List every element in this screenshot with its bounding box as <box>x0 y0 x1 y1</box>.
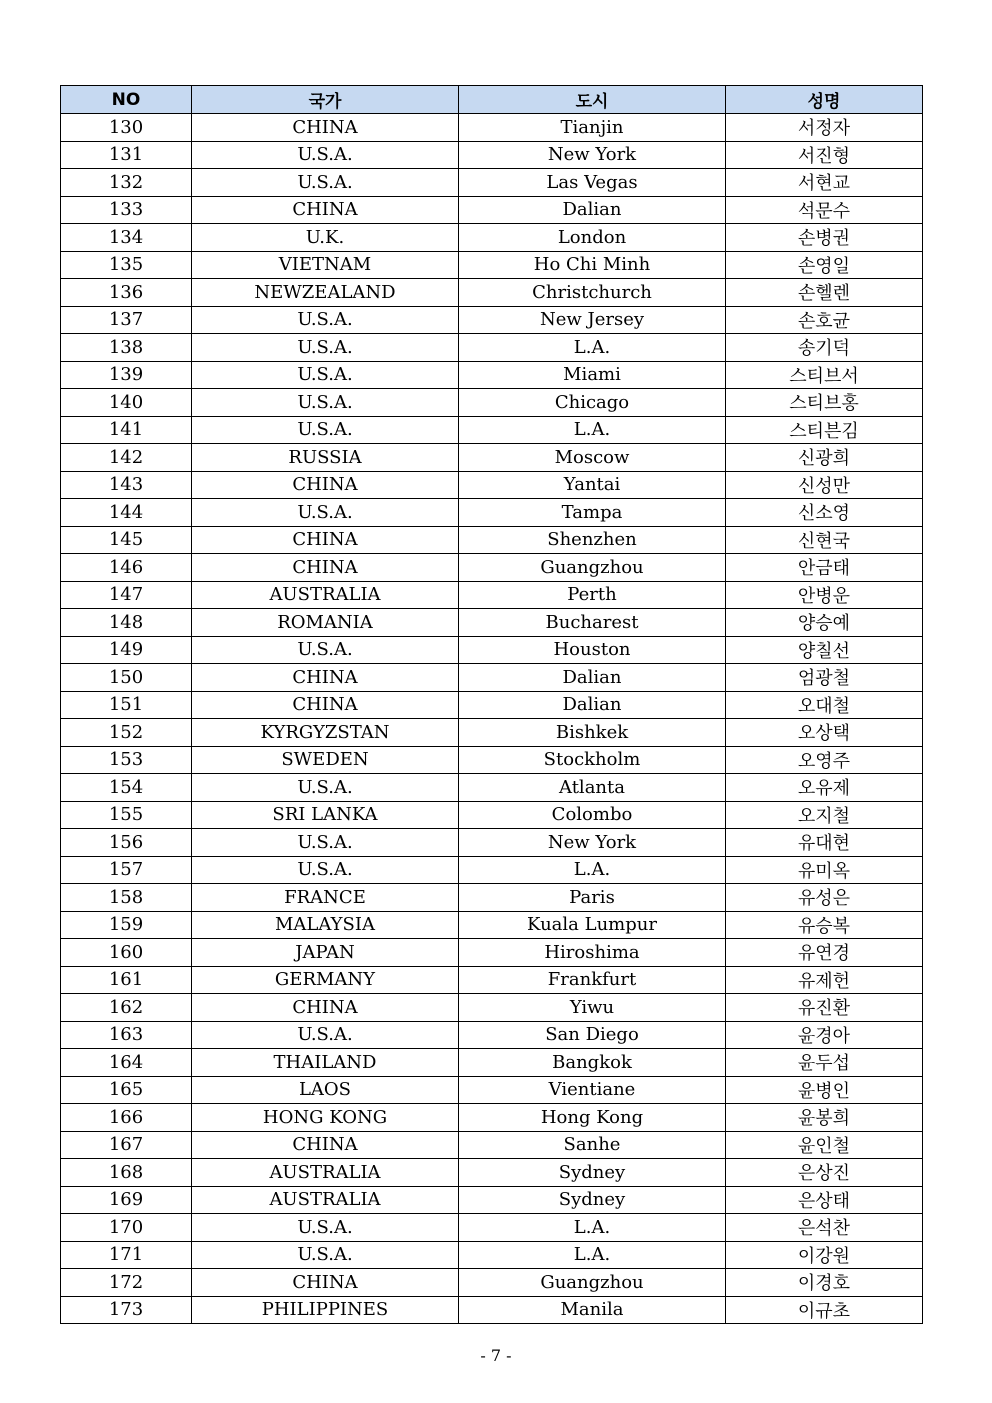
cell-city: Vientiane <box>459 1076 726 1104</box>
cell-name: 스티브서 <box>726 361 923 389</box>
table-row <box>61 306 923 334</box>
table-row <box>61 966 923 994</box>
cell-no: 147 <box>61 581 192 609</box>
cell-country: U.S.A. <box>192 169 459 197</box>
cell-city: L.A. <box>459 856 726 884</box>
cell-no: 157 <box>61 856 192 884</box>
cell-country: U.S.A. <box>192 636 459 664</box>
cell-no: 153 <box>61 746 192 774</box>
table-row <box>61 691 923 719</box>
cell-city: L.A. <box>459 1214 726 1242</box>
table-row <box>61 1269 923 1297</box>
cell-no: 163 <box>61 1021 192 1049</box>
cell-name: 은상진 <box>726 1159 923 1187</box>
cell-name: 스티븐김 <box>726 416 923 444</box>
cell-country: SRI LANKA <box>192 801 459 829</box>
cell-name: 오지철 <box>726 801 923 829</box>
cell-country: U.S.A. <box>192 334 459 362</box>
cell-name: 신소영 <box>726 499 923 527</box>
cell-no: 131 <box>61 141 192 169</box>
table-row <box>61 1104 923 1132</box>
cell-name: 석문수 <box>726 196 923 224</box>
cell-no: 135 <box>61 251 192 279</box>
table-row <box>61 416 923 444</box>
cell-name: 손병권 <box>726 224 923 252</box>
cell-name: 윤두섭 <box>726 1049 923 1077</box>
cell-city: Las Vegas <box>459 169 726 197</box>
cell-name: 서정자 <box>726 114 923 142</box>
cell-country: U.S.A. <box>192 306 459 334</box>
cell-city: Houston <box>459 636 726 664</box>
table-row <box>61 1021 923 1049</box>
cell-no: 168 <box>61 1159 192 1187</box>
cell-city: Bucharest <box>459 609 726 637</box>
header-name: 성명 <box>726 86 923 114</box>
cell-name: 송기덕 <box>726 334 923 362</box>
table-row <box>61 746 923 774</box>
cell-country: U.S.A. <box>192 416 459 444</box>
table-row <box>61 994 923 1022</box>
cell-city: New York <box>459 829 726 857</box>
cell-country: U.S.A. <box>192 774 459 802</box>
cell-name: 유미옥 <box>726 856 923 884</box>
cell-city: Bangkok <box>459 1049 726 1077</box>
cell-name: 유승복 <box>726 911 923 939</box>
cell-no: 140 <box>61 389 192 417</box>
cell-country: AUSTRALIA <box>192 1186 459 1214</box>
table-row <box>61 554 923 582</box>
cell-name: 양승예 <box>726 609 923 637</box>
cell-name: 손호균 <box>726 306 923 334</box>
cell-name: 양칠선 <box>726 636 923 664</box>
cell-city: London <box>459 224 726 252</box>
cell-no: 159 <box>61 911 192 939</box>
cell-name: 유연경 <box>726 939 923 967</box>
cell-no: 143 <box>61 471 192 499</box>
cell-no: 162 <box>61 994 192 1022</box>
cell-city: Moscow <box>459 444 726 472</box>
table-row <box>61 471 923 499</box>
cell-country: CHINA <box>192 554 459 582</box>
cell-country: PHILIPPINES <box>192 1296 459 1324</box>
cell-no: 145 <box>61 526 192 554</box>
table-row <box>61 361 923 389</box>
cell-name: 서현교 <box>726 169 923 197</box>
cell-country: U.S.A. <box>192 141 459 169</box>
cell-name: 신현국 <box>726 526 923 554</box>
cell-country: CHINA <box>192 664 459 692</box>
table-row <box>61 1049 923 1077</box>
cell-no: 136 <box>61 279 192 307</box>
cell-no: 170 <box>61 1214 192 1242</box>
cell-country: AUSTRALIA <box>192 581 459 609</box>
cell-country: CHINA <box>192 1131 459 1159</box>
table-row <box>61 279 923 307</box>
cell-country: CHINA <box>192 1269 459 1297</box>
cell-name: 오유제 <box>726 774 923 802</box>
table-row <box>61 251 923 279</box>
cell-city: Dalian <box>459 196 726 224</box>
table-row <box>61 829 923 857</box>
table-row <box>61 1131 923 1159</box>
cell-name: 엄광철 <box>726 664 923 692</box>
cell-name: 윤인철 <box>726 1131 923 1159</box>
cell-name: 이강원 <box>726 1241 923 1269</box>
cell-no: 152 <box>61 719 192 747</box>
cell-country: CHINA <box>192 196 459 224</box>
cell-country: CHINA <box>192 526 459 554</box>
cell-no: 169 <box>61 1186 192 1214</box>
cell-no: 166 <box>61 1104 192 1132</box>
cell-city: Yiwu <box>459 994 726 1022</box>
cell-country: LAOS <box>192 1076 459 1104</box>
cell-city: L.A. <box>459 416 726 444</box>
cell-name: 오대철 <box>726 691 923 719</box>
cell-no: 137 <box>61 306 192 334</box>
cell-no: 158 <box>61 884 192 912</box>
table-row <box>61 1076 923 1104</box>
cell-no: 164 <box>61 1049 192 1077</box>
cell-no: 165 <box>61 1076 192 1104</box>
cell-name: 안병운 <box>726 581 923 609</box>
cell-city: L.A. <box>459 1241 726 1269</box>
table-row <box>61 1214 923 1242</box>
table-row <box>61 224 923 252</box>
roster-table <box>60 85 923 1324</box>
cell-city: Dalian <box>459 664 726 692</box>
cell-country: CHINA <box>192 994 459 1022</box>
cell-country: CHINA <box>192 471 459 499</box>
cell-country: THAILAND <box>192 1049 459 1077</box>
table-row <box>61 719 923 747</box>
table-row <box>61 389 923 417</box>
cell-no: 154 <box>61 774 192 802</box>
cell-country: U.S.A. <box>192 499 459 527</box>
cell-city: Bishkek <box>459 719 726 747</box>
cell-no: 161 <box>61 966 192 994</box>
cell-city: Miami <box>459 361 726 389</box>
table-row <box>61 801 923 829</box>
cell-city: Chicago <box>459 389 726 417</box>
cell-city: Sydney <box>459 1186 726 1214</box>
cell-name: 윤경아 <box>726 1021 923 1049</box>
cell-city: Colombo <box>459 801 726 829</box>
cell-no: 155 <box>61 801 192 829</box>
cell-city: Sydney <box>459 1159 726 1187</box>
cell-country: U.S.A. <box>192 829 459 857</box>
cell-name: 손영일 <box>726 251 923 279</box>
cell-city: Tianjin <box>459 114 726 142</box>
table-row <box>61 581 923 609</box>
cell-no: 167 <box>61 1131 192 1159</box>
table-row <box>61 1241 923 1269</box>
cell-name: 스티브홍 <box>726 389 923 417</box>
cell-country: GERMANY <box>192 966 459 994</box>
cell-no: 132 <box>61 169 192 197</box>
cell-name: 오상택 <box>726 719 923 747</box>
cell-name: 은상태 <box>726 1186 923 1214</box>
cell-city: Atlanta <box>459 774 726 802</box>
cell-no: 148 <box>61 609 192 637</box>
table-row <box>61 114 923 142</box>
cell-city: San Diego <box>459 1021 726 1049</box>
cell-city: Frankfurt <box>459 966 726 994</box>
cell-name: 유진환 <box>726 994 923 1022</box>
cell-no: 130 <box>61 114 192 142</box>
cell-city: Tampa <box>459 499 726 527</box>
cell-city: New York <box>459 141 726 169</box>
cell-city: Dalian <box>459 691 726 719</box>
cell-city: Christchurch <box>459 279 726 307</box>
table-row <box>61 939 923 967</box>
cell-no: 160 <box>61 939 192 967</box>
cell-no: 149 <box>61 636 192 664</box>
table-header-row <box>61 86 923 114</box>
cell-city: Kuala Lumpur <box>459 911 726 939</box>
cell-no: 156 <box>61 829 192 857</box>
cell-name: 유성은 <box>726 884 923 912</box>
table-row <box>61 1186 923 1214</box>
cell-no: 134 <box>61 224 192 252</box>
cell-city: New Jersey <box>459 306 726 334</box>
table-row <box>61 884 923 912</box>
cell-country: SWEDEN <box>192 746 459 774</box>
cell-no: 142 <box>61 444 192 472</box>
table-row <box>61 1296 923 1324</box>
table-row <box>61 169 923 197</box>
table-row <box>61 334 923 362</box>
cell-city: Ho Chi Minh <box>459 251 726 279</box>
cell-name: 안금태 <box>726 554 923 582</box>
table-row <box>61 911 923 939</box>
cell-city: Shenzhen <box>459 526 726 554</box>
cell-city: Guangzhou <box>459 554 726 582</box>
header-no: NO <box>61 86 192 114</box>
cell-no: 139 <box>61 361 192 389</box>
page-number: - 7 - <box>480 1346 512 1365</box>
table-row <box>61 856 923 884</box>
cell-no: 173 <box>61 1296 192 1324</box>
cell-name: 신광희 <box>726 444 923 472</box>
cell-name: 유제헌 <box>726 966 923 994</box>
cell-city: Yantai <box>459 471 726 499</box>
cell-country: U.S.A. <box>192 1021 459 1049</box>
cell-country: CHINA <box>192 691 459 719</box>
table-row <box>61 444 923 472</box>
cell-name: 손헬렌 <box>726 279 923 307</box>
cell-city: L.A. <box>459 334 726 362</box>
cell-city: Paris <box>459 884 726 912</box>
cell-name: 은석찬 <box>726 1214 923 1242</box>
cell-country: KYRGYZSTAN <box>192 719 459 747</box>
cell-name: 이경호 <box>726 1269 923 1297</box>
cell-country: VIETNAM <box>192 251 459 279</box>
cell-country: ROMANIA <box>192 609 459 637</box>
cell-country: CHINA <box>192 114 459 142</box>
table-row <box>61 196 923 224</box>
cell-no: 144 <box>61 499 192 527</box>
cell-country: HONG KONG <box>192 1104 459 1132</box>
table-row <box>61 664 923 692</box>
cell-no: 172 <box>61 1269 192 1297</box>
table-row <box>61 636 923 664</box>
cell-country: U.S.A. <box>192 856 459 884</box>
cell-country: U.S.A. <box>192 389 459 417</box>
cell-name: 윤봉희 <box>726 1104 923 1132</box>
cell-city: Hiroshima <box>459 939 726 967</box>
header-city: 도시 <box>459 86 726 114</box>
cell-country: U.S.A. <box>192 1241 459 1269</box>
table-row <box>61 1159 923 1187</box>
cell-city: Hong Kong <box>459 1104 726 1132</box>
table-row <box>61 609 923 637</box>
cell-city: Manila <box>459 1296 726 1324</box>
cell-city: Stockholm <box>459 746 726 774</box>
cell-country: AUSTRALIA <box>192 1159 459 1187</box>
cell-name: 신성만 <box>726 471 923 499</box>
cell-country: JAPAN <box>192 939 459 967</box>
header-country: 국가 <box>192 86 459 114</box>
cell-no: 138 <box>61 334 192 362</box>
cell-city: Sanhe <box>459 1131 726 1159</box>
cell-no: 133 <box>61 196 192 224</box>
cell-country: U.S.A. <box>192 1214 459 1242</box>
table-row <box>61 774 923 802</box>
cell-country: U.S.A. <box>192 361 459 389</box>
cell-no: 171 <box>61 1241 192 1269</box>
cell-no: 146 <box>61 554 192 582</box>
cell-no: 151 <box>61 691 192 719</box>
cell-name: 오영주 <box>726 746 923 774</box>
cell-name: 이규초 <box>726 1296 923 1324</box>
cell-no: 141 <box>61 416 192 444</box>
cell-no: 150 <box>61 664 192 692</box>
cell-city: Perth <box>459 581 726 609</box>
table-body <box>61 114 923 1324</box>
table-row <box>61 499 923 527</box>
cell-country: MALAYSIA <box>192 911 459 939</box>
cell-country: U.K. <box>192 224 459 252</box>
cell-name: 유대현 <box>726 829 923 857</box>
cell-country: FRANCE <box>192 884 459 912</box>
cell-name: 서진형 <box>726 141 923 169</box>
table-row <box>61 526 923 554</box>
cell-country: NEWZEALAND <box>192 279 459 307</box>
cell-country: RUSSIA <box>192 444 459 472</box>
cell-name: 윤병인 <box>726 1076 923 1104</box>
table-row <box>61 141 923 169</box>
cell-city: Guangzhou <box>459 1269 726 1297</box>
